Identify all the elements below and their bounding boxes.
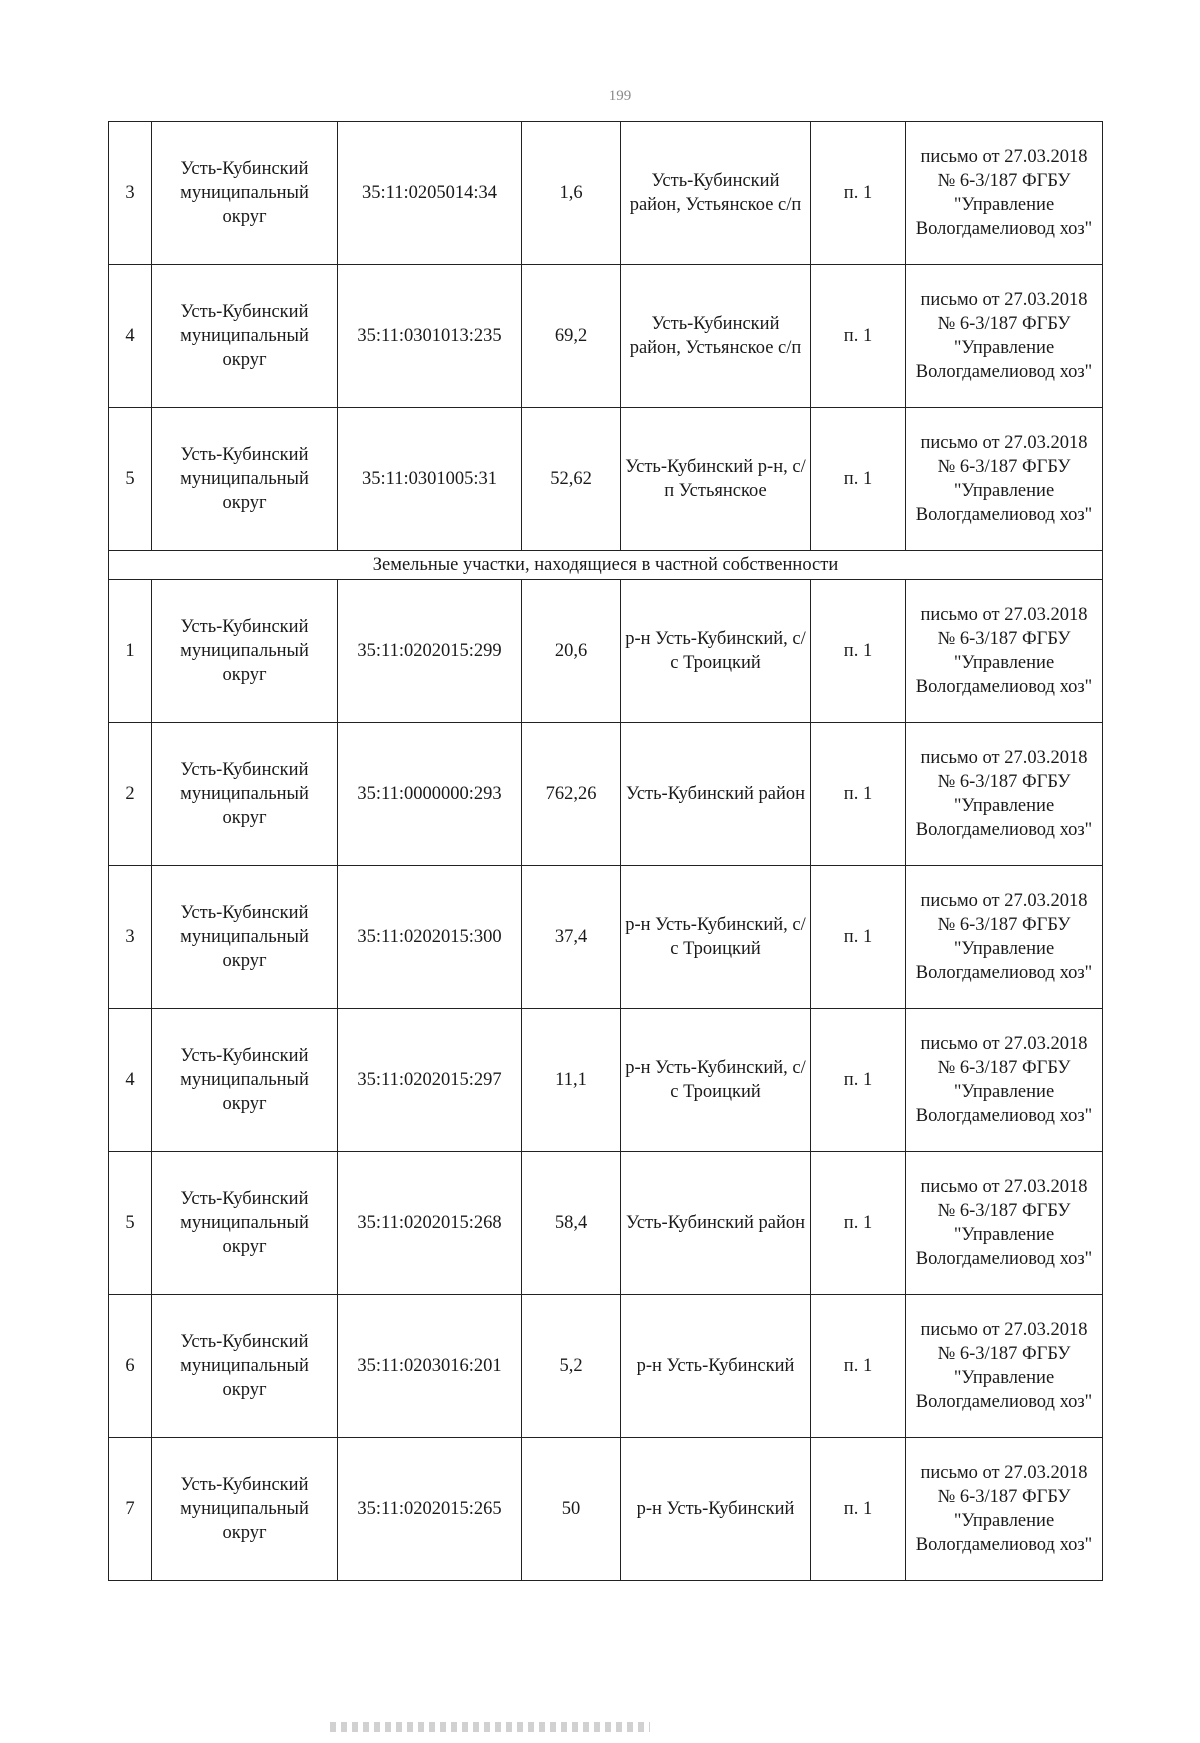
table-row (109, 1438, 1103, 1581)
cell-area: 762,26 (522, 723, 621, 866)
cell-note: письмо от 27.03.2018 № 6-3/187 ФГБУ "Управление Вологдамелиовод хоз" (906, 1152, 1103, 1295)
cell-number: 4 (109, 265, 152, 408)
table-body-top (109, 122, 1103, 551)
cell-location: р-н Усть-Кубинский, с/с Троицкий (621, 580, 811, 723)
cell-cadastral-number: 35:11:0301013:235 (338, 265, 522, 408)
cell-clause: п. 1 (811, 122, 906, 265)
cell-note: письмо от 27.03.2018 № 6-3/187 ФГБУ "Управление Вологдамелиовод хоз" (906, 866, 1103, 1009)
table-row (109, 265, 1103, 408)
cell-cadastral-number: 35:11:0202015:299 (338, 580, 522, 723)
cell-cadastral-number: 35:11:0301005:31 (338, 408, 522, 551)
cell-area: 11,1 (522, 1009, 621, 1152)
cell-location: р-н Усть-Кубинский (621, 1295, 811, 1438)
land-plots-table (108, 121, 1103, 1581)
cell-clause: п. 1 (811, 408, 906, 551)
cell-cadastral-number: 35:11:0000000:293 (338, 723, 522, 866)
cell-clause: п. 1 (811, 580, 906, 723)
cell-location: Усть-Кубинский район (621, 723, 811, 866)
cell-cadastral-number: 35:11:0202015:265 (338, 1438, 522, 1581)
cell-location: Усть-Кубинский район, Устьянское с/п (621, 122, 811, 265)
table-row (109, 122, 1103, 265)
section-header-row (109, 551, 1103, 580)
table-row (109, 866, 1103, 1009)
cell-location: р-н Усть-Кубинский, с/с Троицкий (621, 1009, 811, 1152)
cell-clause: п. 1 (811, 723, 906, 866)
cell-owner: Усть-Кубинский муниципальный округ (152, 866, 338, 1009)
section-title: Земельные участки, находящиеся в частной собственности (109, 551, 1103, 580)
cell-note: письмо от 27.03.2018 № 6-3/187 ФГБУ "Управление Вологдамелиовод хоз" (906, 580, 1103, 723)
cell-area: 37,4 (522, 866, 621, 1009)
cell-number: 6 (109, 1295, 152, 1438)
cell-owner: Усть-Кубинский муниципальный округ (152, 122, 338, 265)
table-row (109, 1009, 1103, 1152)
cell-owner: Усть-Кубинский муниципальный округ (152, 580, 338, 723)
cell-owner: Усть-Кубинский муниципальный округ (152, 1152, 338, 1295)
cell-number: 3 (109, 866, 152, 1009)
cell-location: Усть-Кубинский район (621, 1152, 811, 1295)
cell-note: письмо от 27.03.2018 № 6-3/187 ФГБУ "Управление Вологдамелиовод хоз" (906, 265, 1103, 408)
cell-area: 1,6 (522, 122, 621, 265)
cell-cadastral-number: 35:11:0202015:268 (338, 1152, 522, 1295)
cell-cadastral-number: 35:11:0205014:34 (338, 122, 522, 265)
cell-owner: Усть-Кубинский муниципальный округ (152, 1009, 338, 1152)
cell-number: 1 (109, 580, 152, 723)
table-row (109, 723, 1103, 866)
cell-area: 5,2 (522, 1295, 621, 1438)
cell-clause: п. 1 (811, 1438, 906, 1581)
table-body-private (109, 580, 1103, 1581)
cell-note: письмо от 27.03.2018 № 6-3/187 ФГБУ "Управление Вологдамелиовод хоз" (906, 408, 1103, 551)
cell-location: р-н Усть-Кубинский (621, 1438, 811, 1581)
cell-area: 52,62 (522, 408, 621, 551)
cell-number: 5 (109, 408, 152, 551)
cell-note: письмо от 27.03.2018 № 6-3/187 ФГБУ "Управление Вологдамелиовод хоз" (906, 1009, 1103, 1152)
cell-clause: п. 1 (811, 1152, 906, 1295)
cell-area: 50 (522, 1438, 621, 1581)
cell-cadastral-number: 35:11:0202015:297 (338, 1009, 522, 1152)
table-row (109, 1295, 1103, 1438)
cell-location: Усть-Кубинский район, Устьянское с/п (621, 265, 811, 408)
cell-owner: Усть-Кубинский муниципальный округ (152, 723, 338, 866)
cell-note: письмо от 27.03.2018 № 6-3/187 ФГБУ "Управление Вологдамелиовод хоз" (906, 1295, 1103, 1438)
cell-note: письмо от 27.03.2018 № 6-3/187 ФГБУ "Управление Вологдамелиовод хоз" (906, 723, 1103, 866)
table-row (109, 1152, 1103, 1295)
cell-location: р-н Усть-Кубинский, с/с Троицкий (621, 866, 811, 1009)
cell-number: 3 (109, 122, 152, 265)
section-header-group (109, 551, 1103, 580)
cell-owner: Усть-Кубинский муниципальный округ (152, 1295, 338, 1438)
cell-area: 58,4 (522, 1152, 621, 1295)
cell-note: письмо от 27.03.2018 № 6-3/187 ФГБУ "Управление Вологдамелиовод хоз" (906, 1438, 1103, 1581)
cell-cadastral-number: 35:11:0203016:201 (338, 1295, 522, 1438)
cell-number: 4 (109, 1009, 152, 1152)
page-number: 199 (608, 88, 632, 104)
cell-owner: Усть-Кубинский муниципальный округ (152, 265, 338, 408)
cell-clause: п. 1 (811, 265, 906, 408)
cell-owner: Усть-Кубинский муниципальный округ (152, 1438, 338, 1581)
cell-note: письмо от 27.03.2018 № 6-3/187 ФГБУ "Управление Вологдамелиовод хоз" (906, 122, 1103, 265)
cell-area: 69,2 (522, 265, 621, 408)
cell-owner: Усть-Кубинский муниципальный округ (152, 408, 338, 551)
scan-artifact (330, 1722, 650, 1732)
cell-cadastral-number: 35:11:0202015:300 (338, 866, 522, 1009)
cell-clause: п. 1 (811, 866, 906, 1009)
cell-number: 7 (109, 1438, 152, 1581)
cell-clause: п. 1 (811, 1295, 906, 1438)
cell-area: 20,6 (522, 580, 621, 723)
table-row (109, 408, 1103, 551)
cell-number: 2 (109, 723, 152, 866)
table-row (109, 580, 1103, 723)
cell-clause: п. 1 (811, 1009, 906, 1152)
cell-location: Усть-Кубинский р-н, с/п Устьянское (621, 408, 811, 551)
cell-number: 5 (109, 1152, 152, 1295)
